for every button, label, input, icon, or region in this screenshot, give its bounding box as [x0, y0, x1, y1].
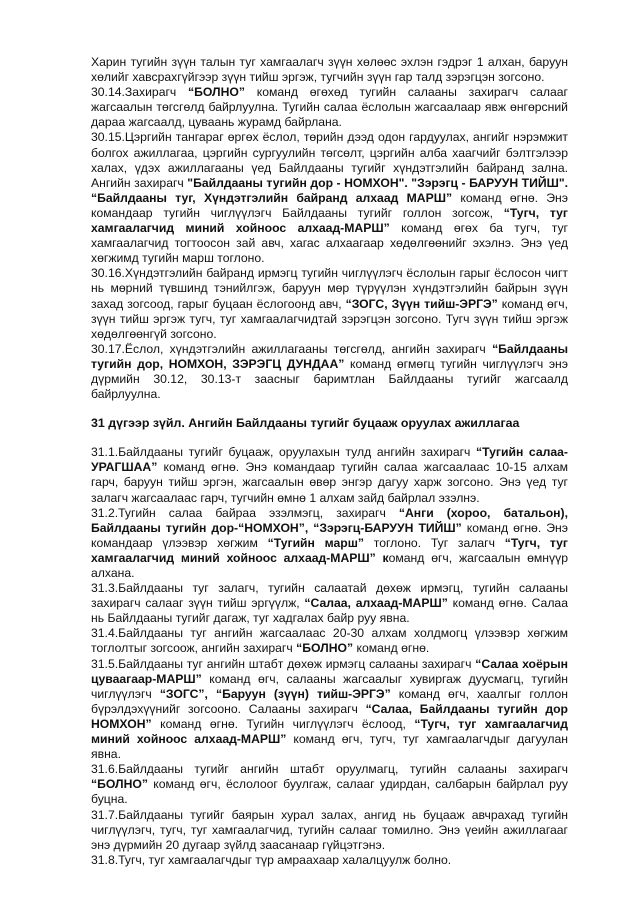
paragraph-30-13-end — [91, 55, 568, 85]
section-heading: 31 дүгээр зүйл. Ангийн Байлдааны тугийг буцааж оруулах ажиллагаа — [91, 416, 520, 431]
document-page — [91, 55, 568, 868]
text: команд өгөхөд тугийн салааны захирагч салааг жагсаалын төгсгөлд байрлуулна. Тугийн салаа ёслолын жагсаалаар явж өнгөрсний дараа жагсаалд, цуваань журамд байрлана. — [91, 85, 568, 130]
paragraph-30-14 — [91, 85, 568, 130]
paragraph-31-8 — [91, 853, 568, 868]
text: 30.16.Хүндэтгэлийн байранд ирмэгц тугийн чиглүүлэгч ёслолын гарыг ёслосон чигт нь мөрний түвшинд тэнийлгэж, баруун мөр түрүүлэн хүндэтгэлийн байрын зүүн захад зогсоод, гарыг буцаан ёслогоонд авч, — [91, 266, 568, 311]
command-text: "Байлдааны тугийн дор - НОМХОН". "Зэрэгц - БАРУУН ТИЙШ". “Байлдааны туг, Хүндэтгэлийн байранд алхаад МАРШ” — [91, 175, 568, 205]
command-text: “ЗОГС, Зүүн тийш-ЭРГЭ” — [345, 296, 498, 311]
paragraph-30-15 — [91, 130, 568, 266]
text: 31.7.Байлдааны тугийг баярын хурал залах, ангид нь буцааж авчрахад тугийн чиглүүлэгч, тугч, туг хамгаалагчид, тугийн салааг томилно. Энэ үеийн ажиллагааг энэ дүрмийн 20 дугаар зүйлд заасанаар гүйцэтгэнэ. — [91, 807, 568, 852]
command-text: “Салаа, алхаад-МАРШ” — [304, 596, 448, 611]
text: Харин тугийн зүүн талын туг хамгаалагч зүүн хөлөөс эхлэн гэдрэг 1 алхан, баруун хөлийг хавсрахгүйгээр зүүн тийш эргэж, тугчийн зүүн гар талд зэрэгцэн зогсоно. — [91, 55, 568, 85]
command-text: “Тугийн марш” — [267, 535, 365, 550]
text: 31.6.Байлдааны тугийг ангийн штабт оруулмагц, тугийн салааны захирагч — [91, 762, 568, 777]
paragraph-31-3 — [91, 581, 568, 626]
paragraph-30-16 — [91, 266, 568, 341]
text: команд өгнө. Энэ командаар үлээвэр хөгжим — [91, 520, 568, 550]
text: оманд өгч, жагсаалын өмнүүр алхана. — [91, 550, 568, 580]
command-text: “БОЛНО” — [296, 641, 354, 656]
text: команд өгч, хаалгыг голлон бүрэлдэхүүнийг зогсооно. Салааны захирагч — [91, 686, 568, 716]
paragraph-31-4 — [91, 626, 568, 656]
text: 31.1.Байлдааны тугийг буцааж, оруулахын тулд ангийн захирагч — [91, 445, 477, 460]
text: 30.15.Цэргийн тангараг өргөх ёслол, төрийн дээд одон гардуулах, ангийг нэрэмжит болгох ажиллагаа, цэргийн сургуулийн төгсөлт, цэргийн алба хаагчийг бэлтгэлээр халах, үдэх ажиллагааны үед Байлдааны тугийг хүндэтгэлийн байранд зална. Ангийн захирагч — [91, 130, 568, 190]
command-text: “ЗОГС”, “Баруун (зүүн) тийш-ЭРГЭ” — [159, 686, 391, 701]
command-text: “Тугч, туг хамгаалагчид миний хойноос алхаад-МАРШ” — [91, 716, 568, 747]
text: 31.4.Байлдааны туг ангийн жагсаалаас 20-30 алхам холдмогц үлээвэр хөгжим тоглолтыг зогсоож, ангийн захирагч — [91, 626, 568, 656]
text: 30.14.Захирагч — [91, 85, 189, 100]
command-text: “Тугч, туг хамгаалагчид миний хойноос алхаад-МАРШ” к — [91, 535, 569, 565]
command-text: “Анги (хороо, батальон), Байлдааны тугийн дор-“НОМХОН”, “Зэрэгц-БАРУУН ТИЙШ” — [91, 505, 568, 535]
text: команд өгнө. Салаа нь Байлдааны тугийг дагаж, туг хадгалах байр руу явна. — [91, 596, 568, 626]
text: команд өгнө. Тугийн чиглүүлэгч ёслоод, — [151, 716, 415, 731]
text: команд өгч, зүүн тийш эргэж тугч, туг хамгаалагчидтай зэрэгцэн зогсоно. Тугч зүүн тийш эргэж хөдөлгөөнгүй зогсоно. — [91, 296, 568, 341]
text: команд өгч, ёслолоог буулгаж, салааг удирдан, салбарын байрлал руу буцна. — [91, 777, 568, 807]
command-text: “БОЛНО” — [188, 85, 245, 100]
text: команд өгнө. Энэ командаар тугийн чиглүүлэгч Байлдааны тугийг голлон зогсож, — [91, 190, 568, 220]
command-text: “Тугийн салаа-УРАГШАА” — [91, 445, 568, 475]
paragraph-31-1 — [91, 445, 568, 505]
section-gap — [91, 431, 568, 445]
text: 31.3.Байлдааны туг залагч, тугийн салаатай дөхөж ирмэгц, тугийн салааны захирагч салааг зүүн тийш эргүүлж, — [91, 581, 568, 611]
paragraph-31-2 — [91, 506, 568, 581]
section-gap — [91, 402, 568, 416]
command-text: “Тугч, туг хамгаалагчид миний хойноос алхаад-МАРШ” — [91, 205, 568, 236]
paragraph-30-17 — [91, 342, 568, 402]
text: 30.17.Ёслол, хүндэтгэлийн ажиллагааны төгсгөлд, ангийн захирагч — [91, 341, 493, 356]
command-text: “БОЛНО” — [91, 777, 148, 792]
text: команд өгч, салааны жагсаалыг хувиргаж дуусмагц, тугийн чиглүүлэгч — [91, 671, 568, 701]
text: команд өгөх ба тугч, туг хамгаалагчид тогтоосон зай авч, хагас алхаагаар хөдөлгөөнийг эхэлнэ. Энэ үед хөгжимд тугийн марш тоглоно. — [91, 221, 568, 266]
text: команд өгнө. — [353, 641, 430, 656]
paragraph-31-7 — [91, 808, 568, 853]
paragraph-31-5 — [91, 657, 568, 763]
paragraph-31-6 — [91, 762, 568, 807]
text: команд өгмөгц тугийн чиглүүлэгч энэ дүрмийн 30.12, 30.13-т заасныг баримтлан Байлдааны тугийг жагсаалд байрлуулна. — [91, 356, 569, 402]
command-text: “Салаа, Байлдааны тугийн дор НОМХОН” — [91, 701, 568, 731]
command-text: “Салаа хоёрын цуваагаар-МАРШ” — [91, 656, 568, 686]
text: 31.2.Тугийн салаа байраа эзэлмэгц, захирагч — [91, 505, 399, 520]
text: 31.5.Байлдааны туг ангийн штабт дөхөж ирмэгц салааны захирагч — [91, 656, 476, 671]
text: команд өгнө. Энэ командаар тугийн салаа жагсаалаас 10-15 алхам гарч, баруун тийш эргэн, жагсаалын өвөр энгэр дагуу харж зогсоно. Энэ үед туг залагч жагсаалаас гарч, тугчийн өмнө 1 алхам зайд байрлал эзэлнэ. — [91, 460, 568, 505]
text: 31.8.Тугч, туг хамгаалагчдыг түр амраахаар халалцуулж болно. — [91, 852, 452, 867]
text: команд өгч, тугч, туг хамгаалагчдыг дагуулан явна. — [91, 732, 568, 762]
command-text: “Байлдааны тугийн дор, НОМХОН, ЗЭРЭГЦ ДУНДАА” — [91, 341, 568, 371]
text: тоглоно. Туг залагч — [364, 535, 505, 550]
